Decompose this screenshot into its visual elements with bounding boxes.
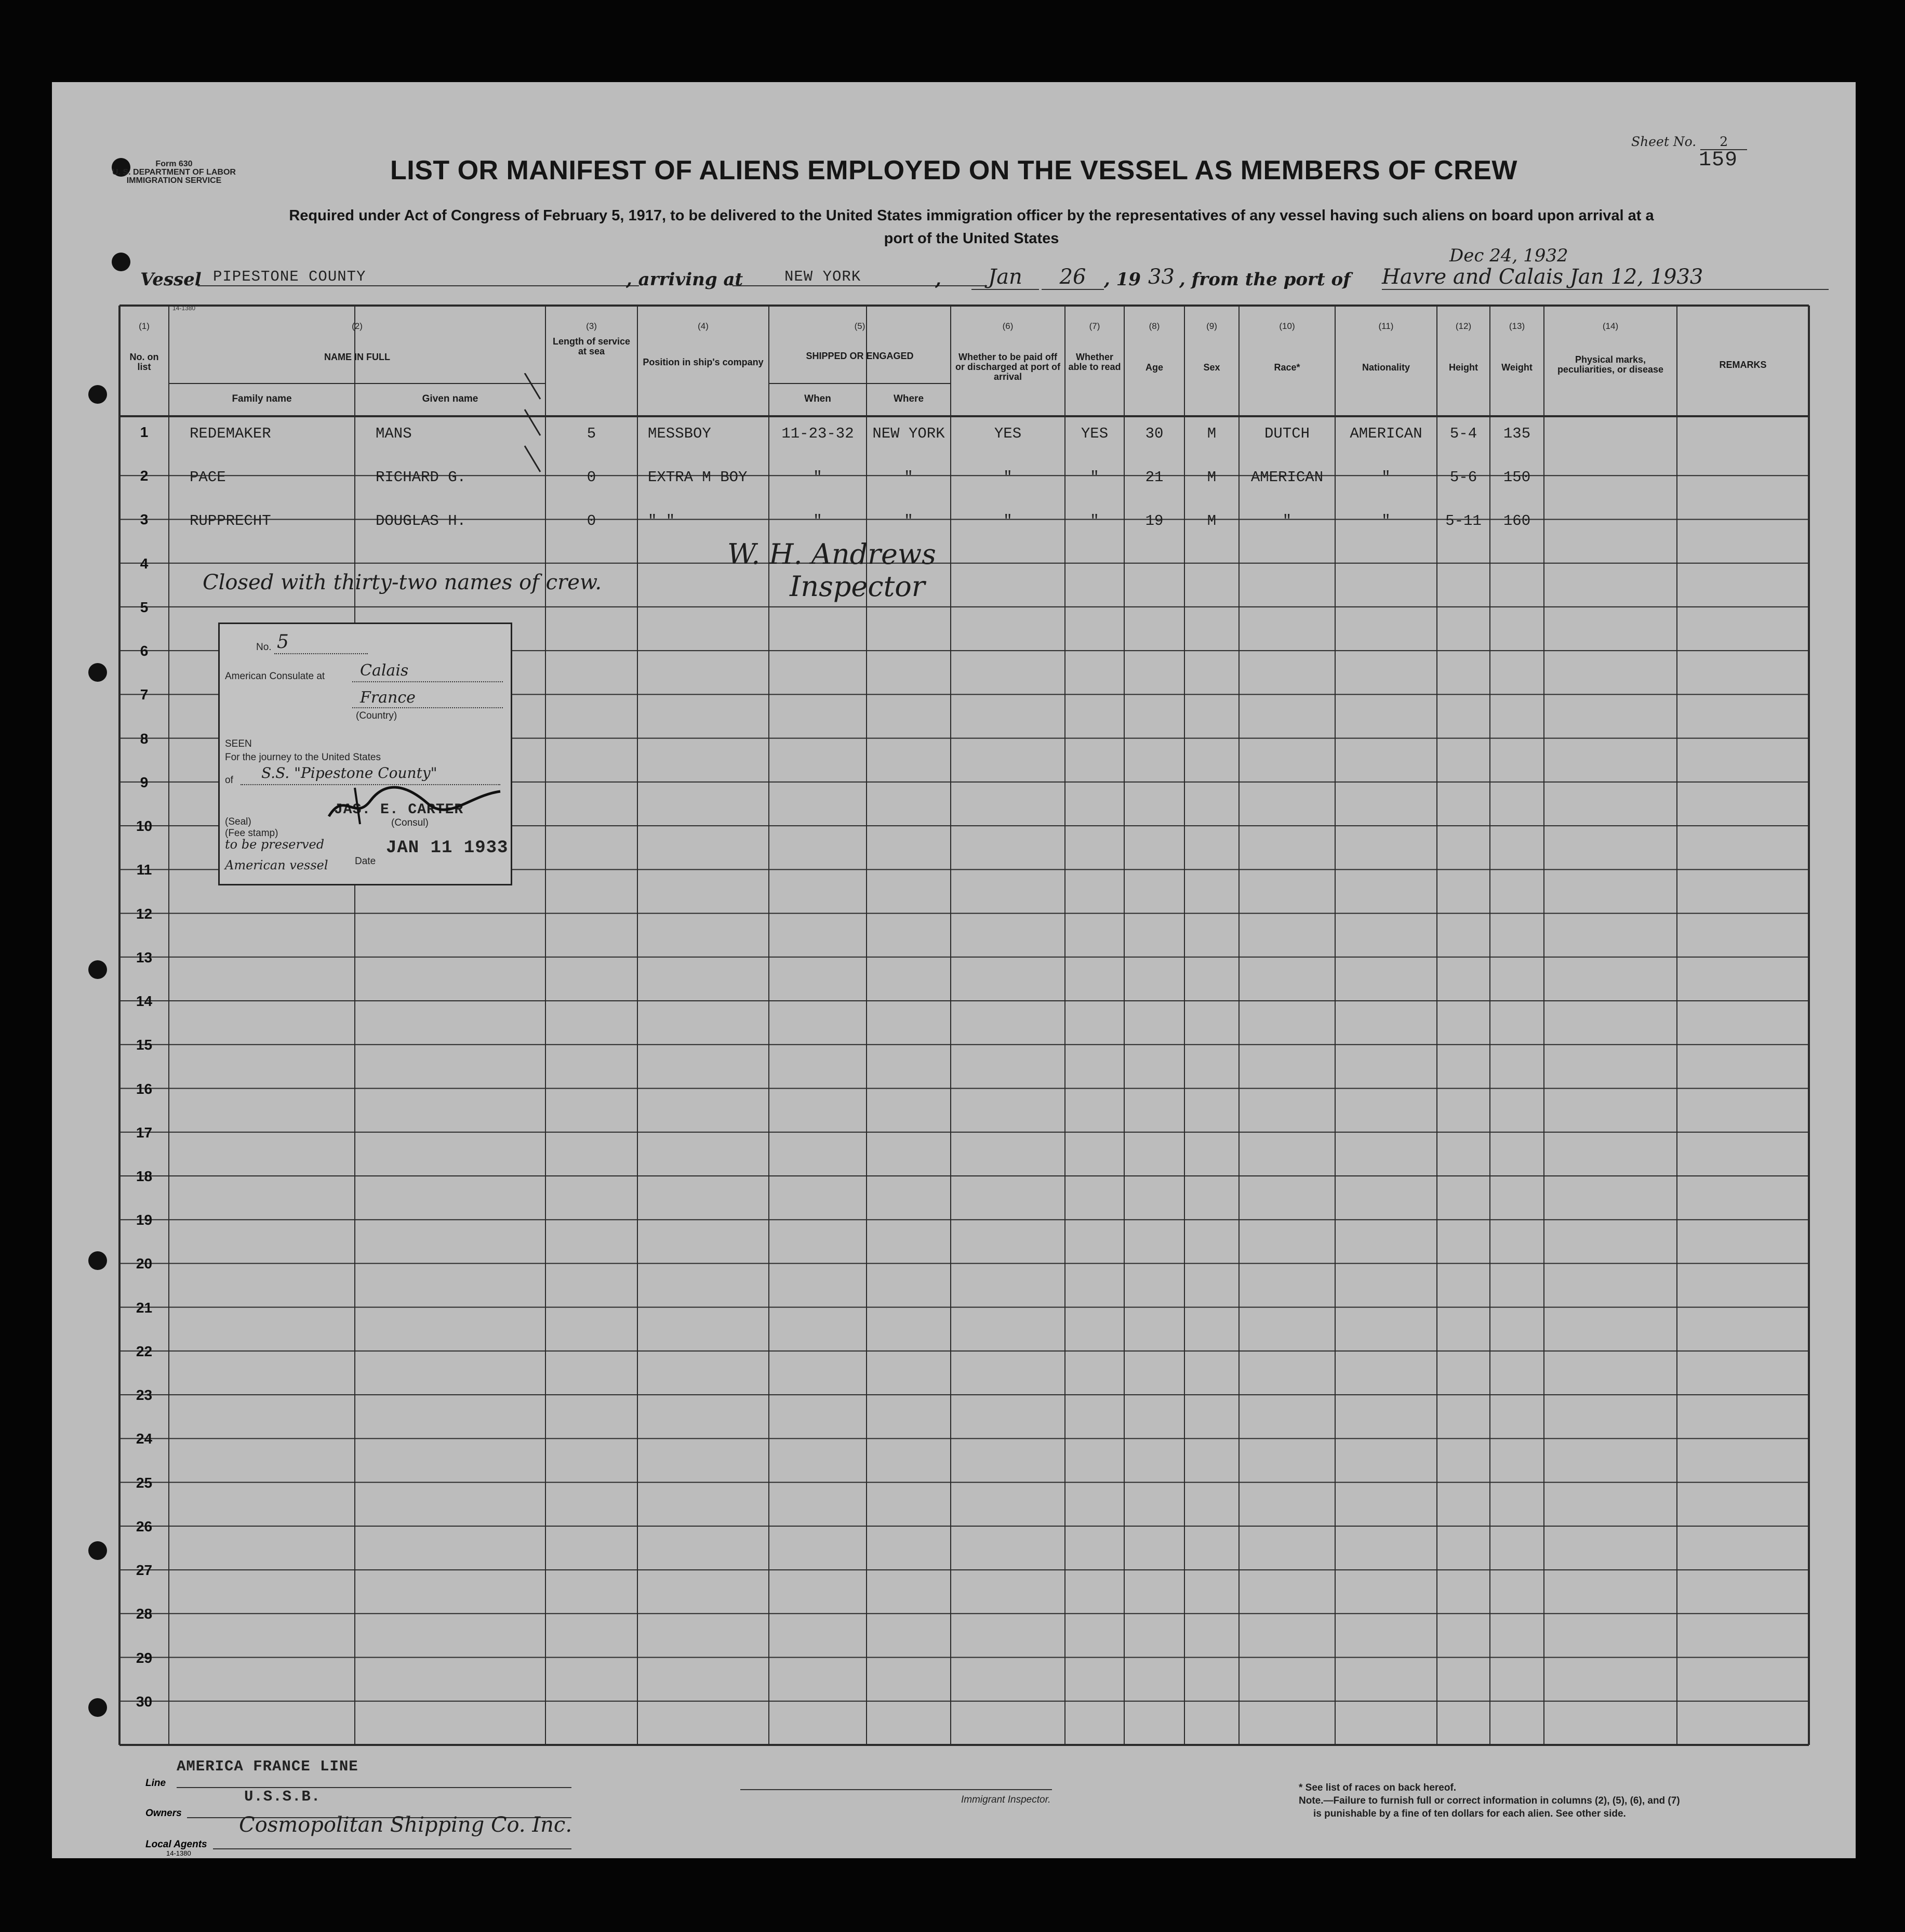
cell-service: 0 [587,512,596,530]
consulate-stamp [218,623,512,885]
stamp-of-value: S.S. "Pipestone County" [261,764,437,782]
sheet-number: 2 [1700,134,1747,150]
closed-note: Closed with thirty-two names of crew. [203,571,602,594]
column-header: No. on list [129,352,159,372]
column-number: (12) [1455,321,1472,331]
column-header: Where [893,393,924,404]
arriving-port: NEW YORK [732,268,987,286]
agents-rule [213,1848,571,1849]
cell-read: " [1090,512,1099,530]
stamp-consul-label: (Consul) [391,817,429,828]
column-number: (6) [1002,321,1014,331]
cell-service: 0 [587,469,596,486]
cell-nationality: " [1381,469,1391,486]
inspector-signature-line [740,1789,1052,1790]
footer-print-code: 14-1380 [166,1849,191,1857]
column-header: SHIPPED OR ENGAGED [806,351,914,361]
cell-read: YES [1081,425,1109,442]
stamp-line [352,707,503,708]
column-number: (7) [1089,321,1100,331]
column-header: Nationality [1362,362,1410,373]
print-code: 14-1380 [172,305,196,312]
row-number: 24 [136,1431,153,1447]
cell-race: " [1282,512,1292,530]
cell-position: EXTRA M BOY [648,469,748,486]
row-number: 16 [136,1080,153,1097]
cell-position: " " [648,512,675,530]
service: IMMIGRATION SERVICE [126,176,222,185]
row-number: 15 [136,1037,153,1053]
column-number: (3) [586,321,597,331]
row-number: 5 [140,599,149,615]
cell-age: 30 [1145,425,1164,442]
row-number: 17 [136,1124,153,1141]
consul-signature [324,780,505,827]
subtitle-line-1: Required under Act of Congress of February 5, 1917, to be delivered to the United States immigration officer by the representatives of any vessel having such aliens on board upon arrival at a [289,207,1654,224]
column-number: (9) [1206,321,1217,331]
row-number: 9 [140,774,149,790]
stamp-consul-name: JAS. E. CARTER [334,802,464,818]
line-label: Line [145,1778,166,1789]
stamp-country-label: (Country) [356,710,397,721]
row-number: 25 [136,1474,153,1491]
cell-when: 11-23-32 [781,425,854,442]
check-marks [519,373,603,477]
row-number: 10 [136,818,153,835]
owners-value: U.S.S.B. [244,1788,321,1805]
cell-position: MESSBOY [648,425,711,442]
agents-label: Local Agents [145,1839,207,1850]
inspector-signature [727,538,936,603]
column-header: Whether to be paid off or discharged at port of arrival [955,352,1061,382]
cell-height: 5-11 [1445,512,1482,530]
column-header: When [804,393,831,404]
from-port-note: Dec 24, 1932 [1449,245,1568,266]
cell-paid: YES [994,425,1022,442]
column-header: Weight [1501,362,1533,373]
cell-age: 21 [1145,469,1164,486]
cell-service: 5 [587,425,596,442]
column-number: (14) [1602,321,1619,331]
row-number: 13 [136,949,153,965]
cell-given: RICHARD G. [376,469,467,486]
owners-label: Owners [145,1808,182,1819]
line-value: AMERICA FRANCE LINE [177,1758,358,1775]
note-races: * See list of races on back hereof. [1299,1782,1457,1793]
cell-paid: " [1003,512,1013,530]
cell-given: MANS [376,425,412,442]
cell-weight: 160 [1503,512,1531,530]
cell-race: AMERICAN [1250,469,1324,486]
arriving-label: , arriving at [626,269,743,290]
year-prefix: , 19 [1104,269,1141,290]
cell-height: 5-6 [1449,469,1477,486]
form-title: LIST OR MANIFEST OF ALIENS EMPLOYED ON THE VESSEL AS MEMBERS OF CREW [390,155,1517,186]
row-number: 27 [136,1562,153,1579]
column-number: (8) [1149,321,1160,331]
row-number: 4 [140,555,149,572]
inspector-title: Inspector [790,570,925,603]
manifest-grid [52,82,1856,1858]
comma: , [935,269,941,290]
row-number: 3 [140,511,149,528]
page-number: 159 [1699,149,1738,172]
cell-age: 19 [1145,512,1164,530]
line-rule [177,1787,571,1788]
row-number: 28 [136,1606,153,1622]
stamp-hand-note-2: American vessel [225,858,328,872]
cell-when: " [813,469,822,486]
stamp-date-label: Date [355,856,376,867]
column-header: Height [1449,362,1478,373]
stamp-consulate-label: American Consulate at [225,671,325,682]
sheet-label: Sheet No. [1631,134,1697,149]
cell-when: " [813,512,822,530]
row-number: 23 [136,1387,153,1404]
cell-sex: M [1207,469,1217,486]
column-header: Given name [422,393,478,404]
cell-read: " [1090,469,1099,486]
column-header: Family name [232,393,292,404]
immigrant-inspector-label: Immigrant Inspector. [961,1794,1051,1805]
cell-where: " [904,469,913,486]
stamp-consulate-city: Calais [360,661,409,680]
from-port-label: , from the port of [1179,269,1351,290]
column-header: Whether able to read [1068,352,1121,372]
row-number: 1 [140,424,149,440]
note-1: Note.—Failure to furnish full or correct information in columns (2), (5), (6), and (7) [1299,1795,1680,1806]
row-number: 6 [140,643,149,659]
cell-weight: 150 [1503,469,1531,486]
row-number: 30 [136,1693,153,1710]
stamp-of-label: of [225,775,233,786]
cell-where: NEW YORK [872,425,945,442]
from-port: Havre and Calais Jan 12, 1933 [1382,265,1829,290]
stamp-date-value: JAN 11 1933 [386,838,509,858]
column-number: (13) [1509,321,1525,331]
check-mark [525,446,540,472]
stamp-seen: SEEN [225,738,252,749]
row-number: 29 [136,1649,153,1666]
cell-paid: " [1003,469,1013,486]
column-header: Length of service at sea [552,336,631,356]
column-header: Sex [1203,362,1220,373]
column-header: Position in ship's company [643,357,764,367]
row-number: 7 [140,686,149,703]
stamp-line [352,681,503,682]
stamp-country-value: France [360,689,416,707]
column-header: Physical marks, peculiarities, or disease [1557,354,1664,375]
row-number: 22 [136,1343,153,1359]
cell-where: " [904,512,913,530]
stamp-line [274,653,368,654]
check-mark [525,373,540,399]
arrival-day: 26 [1042,265,1104,290]
vessel-label: Vessel [140,269,202,290]
row-number: 21 [136,1299,153,1316]
cell-sex: M [1207,425,1217,442]
stamp-journey: For the journey to the United States [225,752,381,763]
row-number: 26 [136,1518,153,1534]
cell-weight: 135 [1503,425,1531,442]
stamp-fee: (Fee stamp) [225,828,278,839]
department: U. S. DEPARTMENT OF LABOR [112,168,236,177]
column-number: (11) [1378,321,1394,331]
row-number: 2 [140,468,149,484]
row-number: 12 [136,905,153,922]
stamp-hand-note-1: to be preserved [225,837,325,852]
agents-value: Cosmopolitan Shipping Co. Inc. [239,1813,572,1837]
row-number: 19 [136,1212,153,1228]
arrival-month: Jan [971,265,1039,290]
cell-nationality: AMERICAN [1350,425,1422,442]
column-number: (1) [139,321,150,331]
manifest-sheet [52,82,1856,1858]
check-mark [525,409,540,435]
column-number: (4) [698,321,709,331]
year-suffix: 33 [1148,265,1175,289]
row-number: 14 [136,993,153,1010]
column-number: (5) [854,321,865,331]
stamp-no-label: No. [256,642,272,653]
inspector-name: W. H. Andrews [727,538,936,571]
cell-family: RUPPRECHT [190,512,271,530]
column-header: Age [1145,362,1163,373]
cell-family: PACE [190,469,226,486]
column-number: (2) [352,321,363,331]
subtitle-line-2: port of the United States [884,230,1059,247]
column-header: NAME IN FULL [324,352,390,362]
stamp-seal: (Seal) [225,816,251,827]
form-number: Form 630 [155,160,193,168]
cell-nationality: " [1381,512,1391,530]
vessel-name: PIPESTONE COUNTY [197,268,639,286]
column-number: (10) [1279,321,1295,331]
cell-family: REDEMAKER [190,425,271,442]
stamp-no-value: 5 [277,631,289,653]
row-number: 11 [136,862,152,878]
footer-notes [1299,1781,1818,1820]
cell-given: DOUGLAS H. [376,512,467,530]
cell-race: DUTCH [1264,425,1310,442]
column-header: REMARKS [1719,360,1767,370]
row-number: 8 [140,730,149,747]
column-header: Race* [1274,362,1300,373]
cell-sex: M [1207,512,1217,530]
cell-height: 5-4 [1449,425,1477,442]
row-number: 20 [136,1255,153,1272]
row-number: 18 [136,1168,153,1184]
note-2: is punishable by a fine of ten dollars for each alien. See other side. [1313,1808,1626,1819]
